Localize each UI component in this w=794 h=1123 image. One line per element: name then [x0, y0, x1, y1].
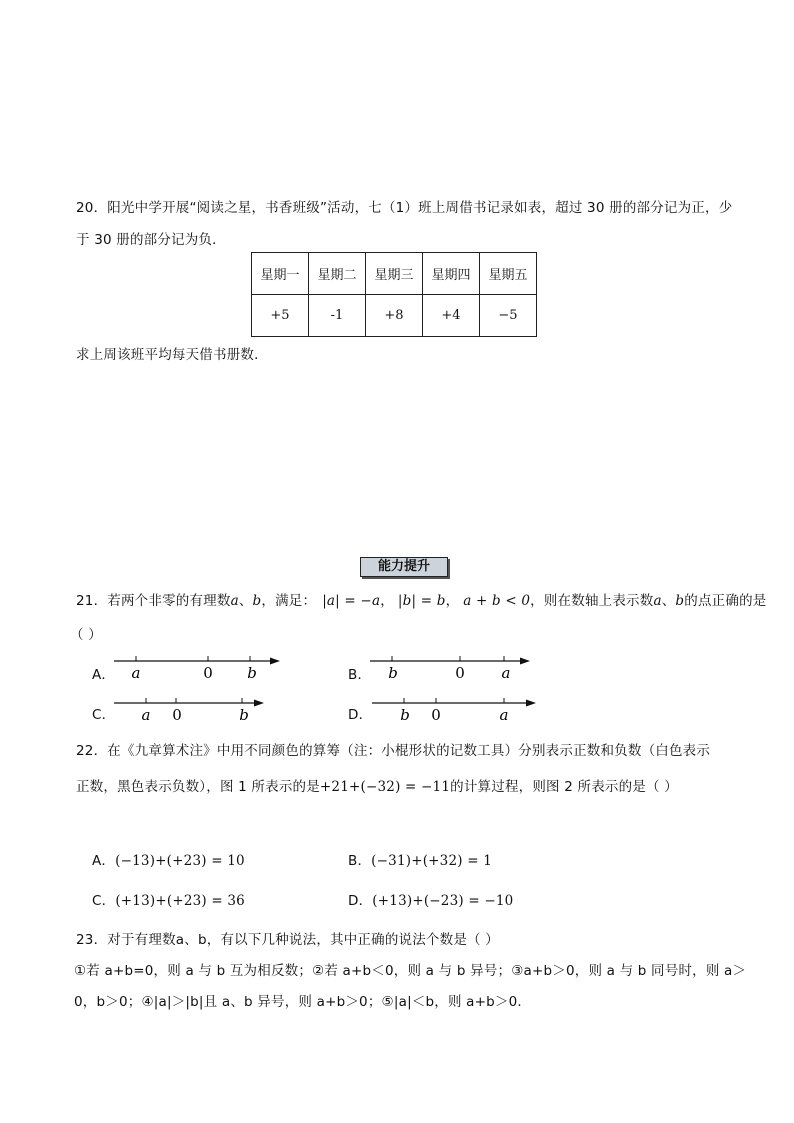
table-header-cell: 星期五: [480, 253, 537, 295]
q21-condition-2: |b| = b: [397, 593, 446, 609]
table-header-cell: 星期二: [309, 253, 366, 295]
option-letter: D．: [348, 893, 373, 909]
q21-sep: 、: [661, 593, 676, 609]
point-label-a: a: [501, 664, 511, 682]
point-label-b: b: [247, 664, 257, 682]
q21-option-a-number-line: [112, 648, 284, 680]
q22-line2-a: 正数，黑色表示负数），图 1 所表示的是: [76, 779, 320, 795]
table-value-cell: +5: [252, 295, 309, 337]
q22-option-c[interactable]: [92, 889, 245, 909]
q20-question: 求上周该班平均每天借书册数．: [76, 347, 268, 363]
q22-option-b[interactable]: [348, 849, 492, 869]
table-value-cell: −5: [480, 295, 537, 337]
point-label-a: a: [141, 706, 151, 724]
point-label-a: a: [131, 664, 141, 682]
q22-line1: 22．在《九章算术注》中用不同颜色的算筹（注：小棍形状的记数工具）分别表示正数和负数（白色表示: [76, 743, 711, 759]
table-value-cell: -1: [309, 295, 366, 337]
option-expression: (−13)+(+23) = 10: [115, 853, 245, 869]
q23-line2: ①若 a+b=0，则 a 与 b 互为相反数；②若 a+b＜0，则 a 与 b 异号；③a+b＞0，则 a 与 b 同号时，则 a＞: [74, 963, 747, 979]
q21-stem-b: ，则在数轴上表示数: [530, 593, 654, 609]
var-b: b: [675, 593, 685, 609]
q21-cond-lead: ，满足：: [261, 593, 317, 609]
table-value-row: [252, 295, 537, 337]
q21-comma: ，: [380, 593, 394, 609]
q21-condition-3: a + b < 0: [463, 593, 531, 609]
var-b: b: [252, 593, 262, 609]
q22-line2: [76, 775, 678, 795]
option-expression: (+13)+(−23) = −10: [372, 893, 514, 909]
q21-option-d-number-line: [370, 690, 542, 722]
q21-stem: [76, 589, 766, 609]
q21-option-b-number-line: [368, 648, 536, 680]
origin-label: 0: [172, 706, 182, 724]
point-label-a: a: [499, 706, 509, 724]
point-label-b: b: [388, 664, 398, 682]
point-label-b: b: [400, 706, 410, 724]
var-a: a: [230, 593, 239, 609]
origin-label: 0: [455, 664, 465, 682]
table-header-cell: 星期一: [252, 253, 309, 295]
q23-line1: 23．对于有理数a、b，有以下几种说法，其中正确的说法个数是（ ）: [76, 932, 499, 948]
q21-option-b-letter[interactable]: B．: [348, 667, 372, 683]
q21-condition-1: |a| = −a: [322, 593, 381, 609]
option-letter: C．: [92, 893, 116, 909]
q21-option-d-letter[interactable]: D．: [348, 707, 373, 723]
q21-stem-c: 的点正确的是: [684, 593, 767, 609]
table-header-cell: 星期三: [366, 253, 423, 295]
q21-stem-a: 21．若两个非零的有理数: [76, 593, 231, 609]
origin-label: 0: [203, 664, 213, 682]
option-expression: (+13)+(+23) = 36: [115, 893, 245, 909]
q21-option-c-number-line: [112, 690, 272, 722]
q21-answer-blank: （ ）: [70, 627, 102, 643]
origin-label: 0: [431, 706, 441, 724]
section-banner: 能力提升: [360, 557, 448, 577]
table-value-cell: +4: [423, 295, 480, 337]
option-letter: B．: [348, 853, 372, 869]
table-value-cell: +8: [366, 295, 423, 337]
option-letter: A．: [92, 853, 116, 869]
point-label-b: b: [239, 706, 249, 724]
q22-option-a[interactable]: [92, 849, 245, 869]
q21-option-a-letter[interactable]: A．: [92, 667, 116, 683]
q20-line1: 20．阳光中学开展“阅读之星，书香班级”活动，七（1）班上周借书记录如表，超过 30 册的部分记为正，少: [76, 200, 733, 216]
q21-comma: ，: [445, 593, 460, 609]
q23-line3: 0，b＞0；④|a|＞|b|且 a、b 异号，则 a+b＞0；⑤|a|＜b，则 a+b＞0．: [74, 994, 532, 1010]
var-a: a: [653, 593, 662, 609]
option-expression: (−31)+(+32) = 1: [371, 853, 493, 869]
q22-option-d[interactable]: [348, 889, 513, 909]
q21-sep: 、: [238, 593, 253, 609]
borrow-record-table: [251, 252, 537, 337]
q22-expression: +21+(−32) = −11: [319, 779, 451, 795]
table-header-row: [252, 253, 537, 295]
q22-line2-b: 的计算过程，则图 2 所表示的是（ ）: [450, 779, 678, 795]
q21-option-c-letter[interactable]: C．: [92, 707, 116, 723]
table-header-cell: 星期四: [423, 253, 480, 295]
q20-line2: 于 30 册的部分记为负．: [76, 232, 226, 248]
